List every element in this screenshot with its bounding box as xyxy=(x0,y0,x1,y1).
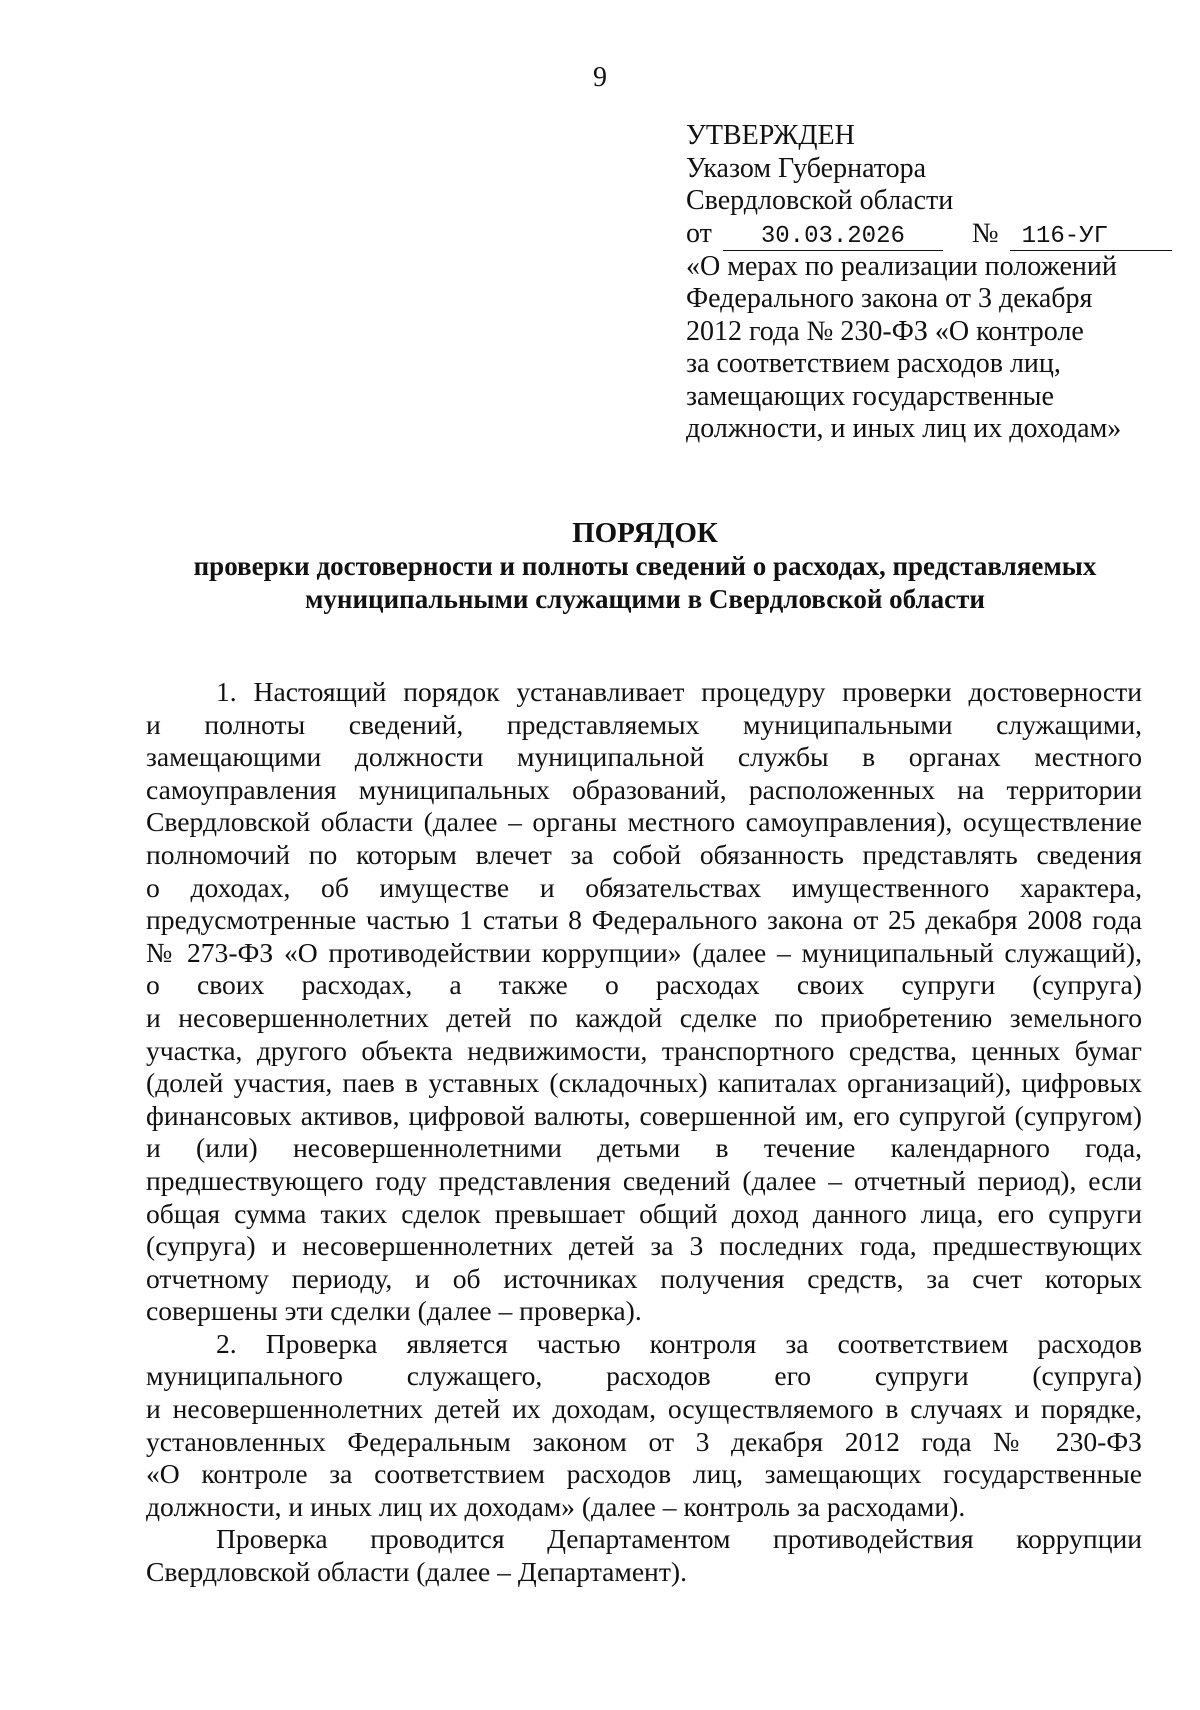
body-line: предшествующего году представления сведений (далее – отчетный период), если xyxy=(146,1164,1142,1196)
number-label: № xyxy=(971,217,999,249)
body-line: должности, и иных лиц их доходам» (далее – контроль за расходами). xyxy=(146,1490,966,1522)
decree-number: 116-УГ xyxy=(1010,224,1172,251)
body-line: № 273-ФЗ «О противодействии коррупции» (далее – муниципальный служащий), xyxy=(146,936,1142,968)
body-line: участка, другого объекта недвижимости, транспортного средства, ценных бумаг xyxy=(146,1034,1142,1066)
body-line: о доходах, об имуществе и обязательствах имущественного характера, xyxy=(146,871,1142,903)
body-line: 2. Проверка является частью контроля за соответствием расходов xyxy=(216,1327,1142,1359)
document-subtitle-line: муниципальными служащими в Свердловской области xyxy=(305,583,985,614)
body-line: общая сумма таких сделок превышает общий доход данного лица, его супруги xyxy=(146,1197,1142,1229)
body-line: предусмотренные частью 1 статьи 8 Федерального закона от 25 декабря 2008 года xyxy=(146,904,1142,936)
body-line: самоуправления муниципальных образований, расположенных на территории xyxy=(146,773,1142,805)
body-line: совершены эти сделки (далее – проверка). xyxy=(146,1295,642,1327)
decree-date: 30.03.2026 xyxy=(723,224,943,251)
body-line: Свердловской области (далее – органы местного самоуправления), осуществление xyxy=(146,806,1142,838)
approval-line-2: Свердловской области xyxy=(686,185,954,216)
decree-title-line: замещающих государственные xyxy=(686,380,1054,412)
approval-block xyxy=(686,120,1156,446)
body-line: Свердловской области (далее – Департамент). xyxy=(146,1556,687,1588)
body-line: и несовершеннолетних детей по каждой сделке по приобретению земельного xyxy=(146,1001,1142,1033)
approval-line-1: Указом Губернатора xyxy=(686,152,927,184)
document-title: ПОРЯДОК xyxy=(572,517,718,549)
document-title-block xyxy=(0,516,1200,615)
body-line: установленных Федеральным законом от 3 декабря 2012 года № 230-ФЗ xyxy=(146,1425,1142,1457)
body-line: отчетному периоду, и об источниках получения средств, за счет которых xyxy=(146,1262,1142,1294)
decree-title-line: должности, и иных лиц их доходам» xyxy=(686,413,1122,444)
decree-title-line: Федерального закона от 3 декабря xyxy=(686,283,1093,314)
body-line: (долей участия, паев в уставных (складочных) капиталах организаций), цифровых xyxy=(146,1067,1142,1099)
body-line: (супруга) и несовершеннолетних детей за 3 последних года, предшествующих xyxy=(146,1230,1142,1262)
decree-title-line: за соответствием расходов лиц, xyxy=(686,348,1061,379)
body-line: полномочий по которым влечет за собой обязанность представлять сведения xyxy=(146,838,1142,870)
approval-date-number-line xyxy=(686,218,1156,251)
body-line: и несовершеннолетних детей их доходам, осуществляемого в случаях и порядке, xyxy=(146,1393,1142,1425)
document-body xyxy=(146,676,1142,1589)
body-line: и (или) несовершеннолетними детьми в течение календарного года, xyxy=(146,1132,1142,1164)
decree-title-line: 2012 года № 230-ФЗ «О контроле xyxy=(686,315,1084,347)
body-line: муниципального служащего, расходов его супруги (супруга) xyxy=(146,1360,1142,1392)
body-line: и полноты сведений, представляемых муниципальными служащими, xyxy=(146,708,1142,740)
body-line: «О контроле за соответствием расходов лиц, замещающих государственные xyxy=(146,1458,1142,1490)
document-subtitle-line: проверки достоверности и полноты сведений о расходах, представляемых xyxy=(193,551,1097,581)
page-number: 9 xyxy=(593,62,607,93)
approval-heading: УТВЕРЖДЕН xyxy=(686,120,855,151)
body-line: финансовых активов, цифровой валюты, совершенной им, его супругой (супругом) xyxy=(146,1099,1142,1131)
body-line: замещающими должности муниципальной службы в органах местного xyxy=(146,741,1142,773)
from-label: от xyxy=(686,217,712,249)
body-line: Проверка проводится Департаментом противодействия коррупции xyxy=(216,1523,1142,1555)
body-line: 1. Настоящий порядок устанавливает процедуру проверки достоверности xyxy=(216,676,1142,707)
decree-title-line: «О мерах по реализации положений xyxy=(686,250,1117,282)
body-line: о своих расходах, а также о расходах своих супруги (супруга) xyxy=(146,969,1142,1001)
